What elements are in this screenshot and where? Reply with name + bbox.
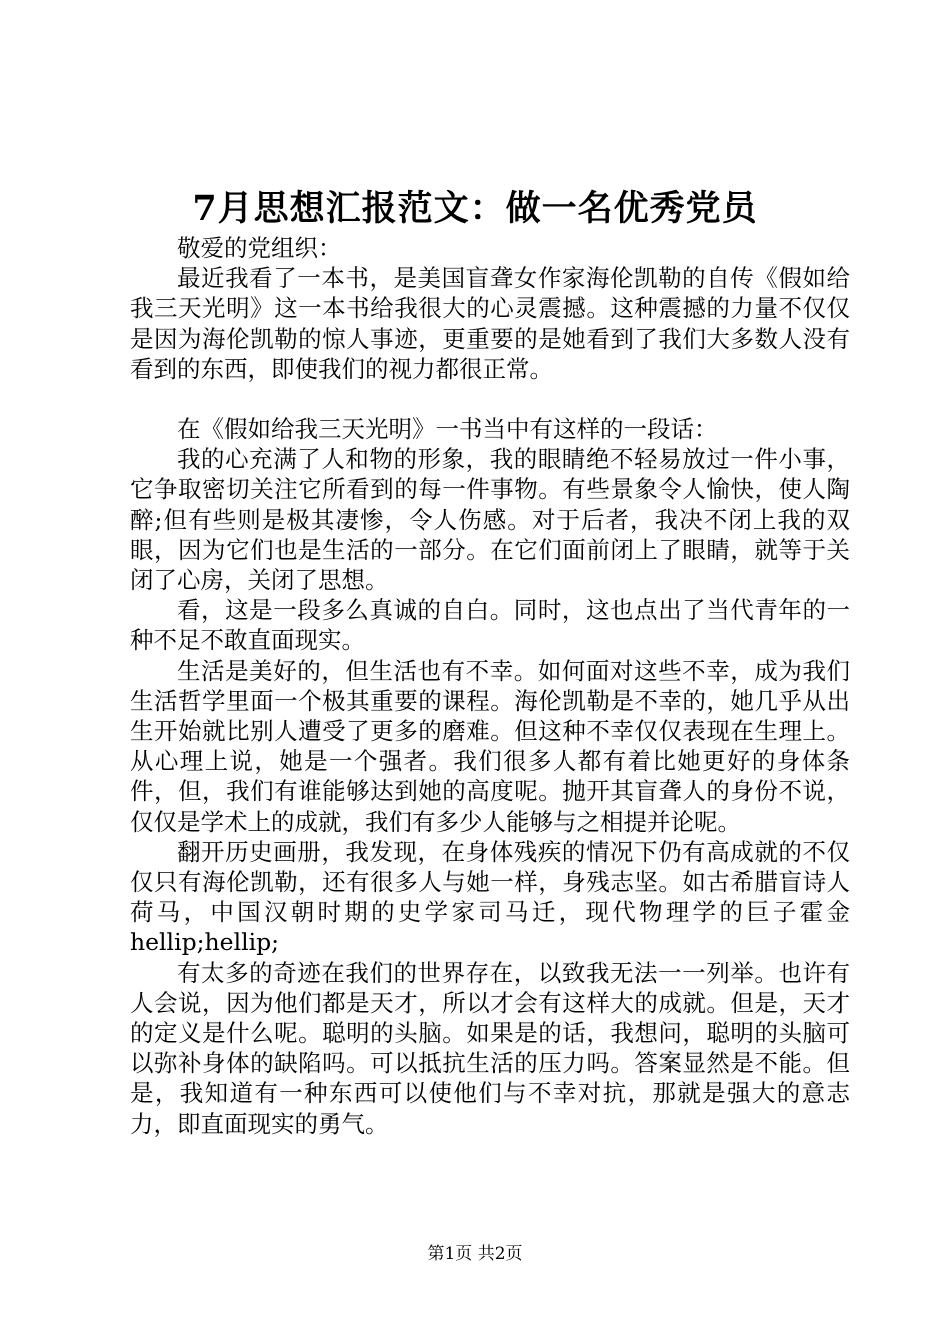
paragraph: 生活是美好的，但生活也有不幸。如何面对这些不幸，成为我们生活哲学里面一个极其重要的课程。海伦凯勒是不幸的，她几乎从出生开始就比别人遭受了更多的磨难。但这种不幸仅仅表现在生理上。从心理上说，她是一个强者。我们很多人都有着比她更好的身体条件，但，我们有谁能够达到她的高度呢。抛开其盲聋人的身份不说，仅仅是学术上的成就，我们有多少人能够与之相提并论呢。 <box>130 656 850 836</box>
paragraph: 看，这是一段多么真诚的自白。同时，这也点出了当代青年的一种不足不敢直面现实。 <box>130 596 850 655</box>
salutation: 敬爱的党组织： <box>177 234 342 262</box>
document-body <box>130 233 850 1139</box>
page-footer: 第1页 共2页 <box>427 1244 523 1264</box>
paragraph: 翻开历史画册，我发现，在身体残疾的情况下仍有高成就的不仅仅只有海伦凯勒，还有很多人与她一样，身残志坚。如古希腊盲诗人荷马，中国汉朝时期的史学家司马迁，现代物理学的巨子霍金hellip;hellip; <box>130 837 850 957</box>
paragraph: 有太多的奇迹在我们的世界存在，以致我无法一一列举。也许有人会说，因为他们都是天才，所以才会有这样大的成就。但是，天才的定义是什么呢。聪明的头脑。如果是的话，我想问，聪明的头脑可以弥补身体的缺陷吗。可以抵抗生活的压力吗。答案显然是不能。但是，我知道有一种东西可以使他们与不幸对抗，那就是强大的意志力，即直面现实的勇气。 <box>130 958 850 1138</box>
paragraph: 最近我看了一本书，是美国盲聋女作家海伦凯勒的自传《假如给我三天光明》这一本书给我很大的心灵震撼。这种震撼的力量不仅仅是因为海伦凯勒的惊人事迹，更重要的是她看到了我们大多数人没有看到的东西，即使我们的视力都很正常。 <box>130 264 850 383</box>
page-title: 7月思想汇报范文：做一名优秀党员 <box>192 188 758 229</box>
paragraph: 在《假如给我三天光明》一书当中有这样的一段话： <box>177 415 718 444</box>
quote-paragraph: 我的心充满了人和物的形象，我的眼睛绝不轻易放过一件小事，它争取密切关注它所看到的每一件事物。有些景象令人愉快，使人陶醉;但有些则是极其凄惨，令人伤感。对于后者，我决不闭上我的双眼，因为它们也是生活的一部分。在它们面前闭上了眼睛，就等于关闭了心房，关闭了思想。 <box>130 445 850 595</box>
